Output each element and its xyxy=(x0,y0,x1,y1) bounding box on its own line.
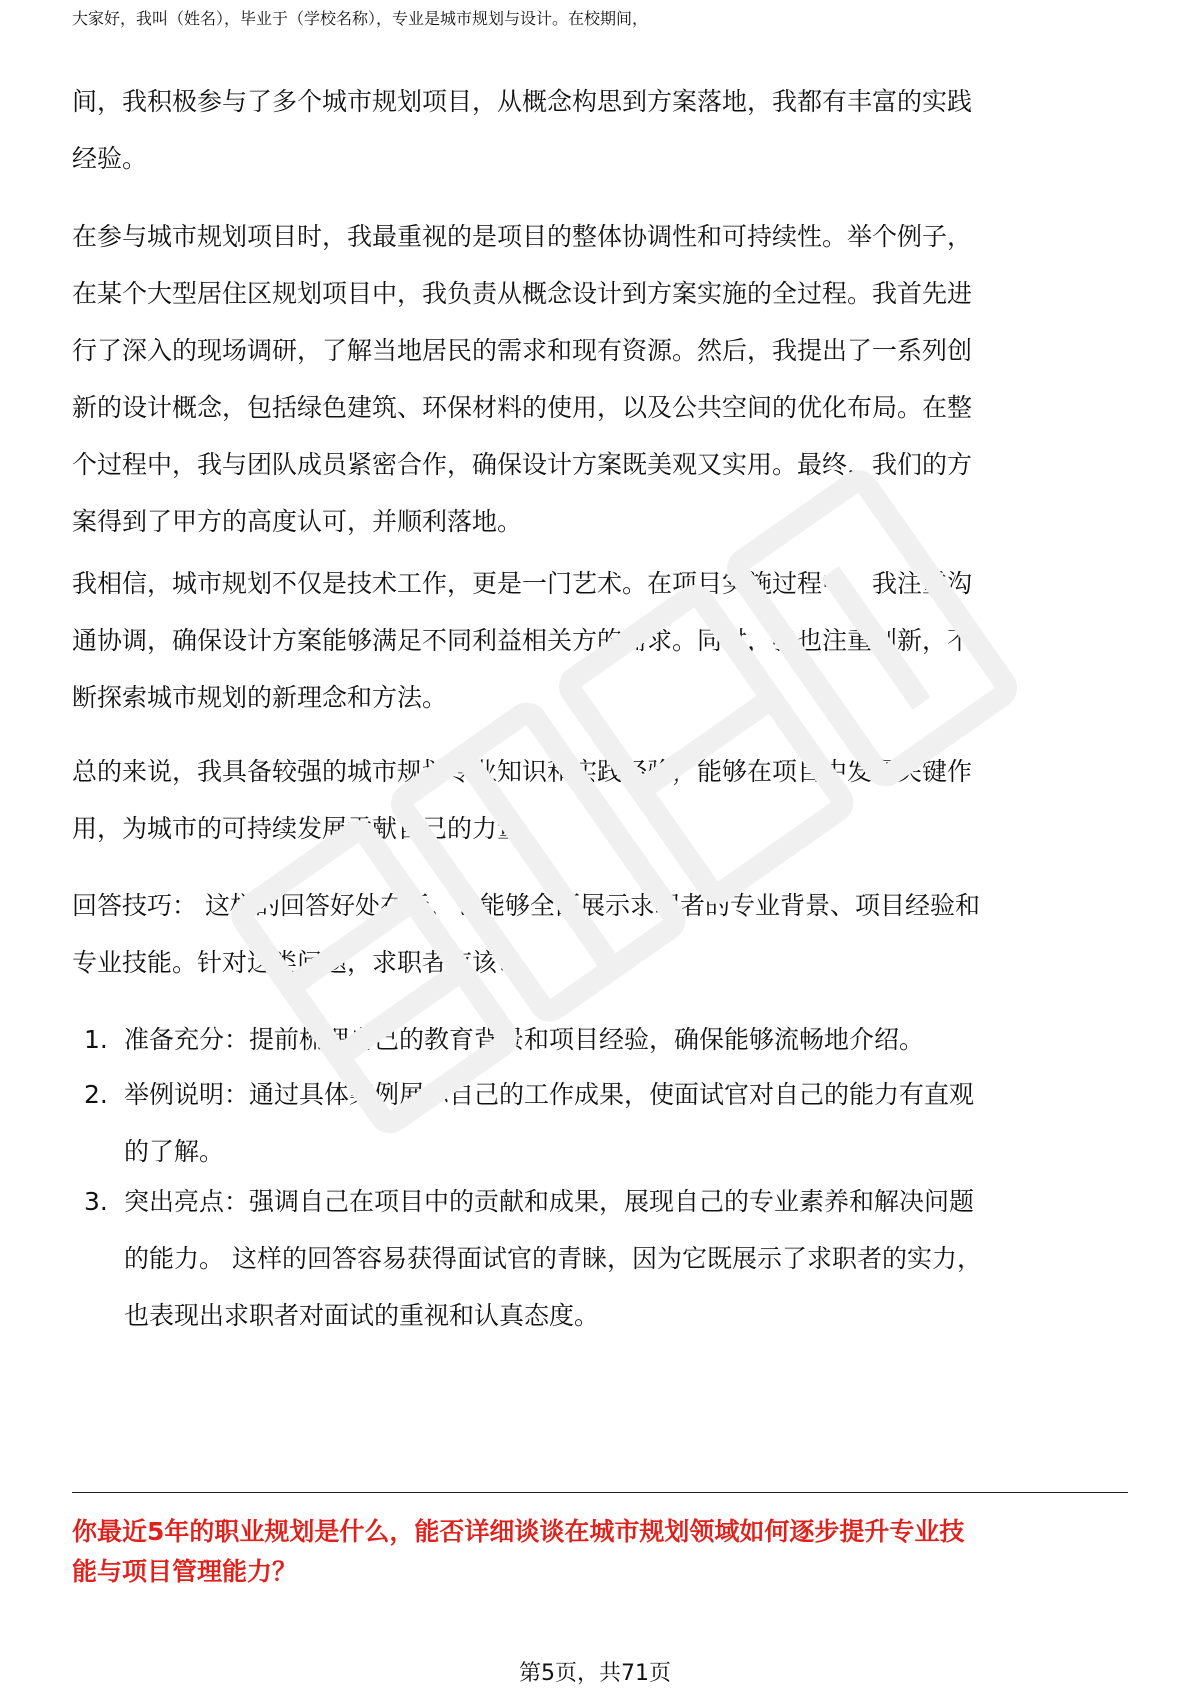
text-line: 行了深入的现场调研，了解当地居民的需求和现有资源。然后，我提出了一系列创 xyxy=(72,336,973,365)
text-line: 大家好，我叫（姓名），毕业于（学校名称），专业是城市规划与设计。在校期间， xyxy=(72,9,649,28)
text-line: 准备充分：提前梳理自己的教育背景和项目经验，确保能够流畅地介绍。 xyxy=(124,1025,925,1054)
page-footer xyxy=(0,1660,1190,1688)
section-divider xyxy=(72,1492,1128,1493)
paragraph-4 xyxy=(72,743,1128,857)
text-line: 案得到了甲方的高度认可，并顺利落地。 xyxy=(72,507,523,536)
next-question-heading xyxy=(72,1512,1128,1592)
text-line: 断探索城市规划的新理念和方法。 xyxy=(72,683,448,712)
paragraph-3 xyxy=(72,555,1128,726)
text-line: 的能力。 这样的回答容易获得面试官的青睐，因为它既展示了求职者的实力， xyxy=(124,1244,982,1273)
list-number: 1. xyxy=(84,1025,108,1054)
truncated-top-line xyxy=(72,9,1128,62)
text-line: 的了解。 xyxy=(124,1137,225,1166)
text-line: 举例说明：通过具体案例展示自己的工作成果，使面试官对自己的能力有直观 xyxy=(124,1080,975,1109)
text-line: 你最近5年的职业规划是什么，能否详细谈谈在城市规划领域如何逐步提升专业技 xyxy=(72,1517,965,1546)
text-line: 在某个大型居住区规划项目中，我负责从概念设计到方案实施的全过程。我首先进 xyxy=(72,279,973,308)
text-line: 个过程中，我与团队成员紧密合作，确保设计方案既美观又实用。最终，我们的方 xyxy=(72,450,973,479)
paragraph-2 xyxy=(72,208,1128,550)
text-line: 在参与城市规划项目时，我最重视的是项目的整体协调性和可持续性。举个例子， xyxy=(72,222,973,251)
text-line: 突出亮点：强调自己在项目中的贡献和成果，展现自己的专业素养和解决问题 xyxy=(124,1187,975,1216)
text-line: 专业技能。针对这类问题，求职者应该： xyxy=(72,948,523,977)
page-number: 第5页，共71页 xyxy=(519,1661,671,1686)
text-line: 经验。 xyxy=(72,144,148,173)
list-number: 3. xyxy=(84,1187,108,1216)
text-line: 总的来说，我具备较强的城市规划专业知识和实践经验，能够在项目中发挥关键作 xyxy=(72,757,973,786)
paragraph-1 xyxy=(72,73,1128,187)
text-line: 用，为城市的可持续发展贡献自己的力量。 xyxy=(72,814,548,843)
text-line: 我相信，城市规划不仅是技术工作，更是一门艺术。在项目实施过程中，我注重沟 xyxy=(72,569,973,598)
text-line: 通协调，确保设计方案能够满足不同利益相关方的需求。同时，我也注重创新，不 xyxy=(72,626,973,655)
answer-tips-paragraph xyxy=(72,877,1128,991)
text-line: 回答技巧： 这样的回答好处在于，它能够全面展示求职者的专业背景、项目经验和 xyxy=(72,891,980,920)
text-line: 也表现出求职者对面试的重视和认真态度。 xyxy=(124,1301,600,1330)
text-line: 间，我积极参与了多个城市规划项目，从概念构思到方案落地，我都有丰富的实践 xyxy=(72,87,973,116)
text-line: 能与项目管理能力？ xyxy=(72,1557,298,1586)
text-line: 新的设计概念，包括绿色建筑、环保材料的使用，以及公共空间的优化布局。在整 xyxy=(72,393,973,422)
list-number: 2. xyxy=(84,1080,108,1109)
